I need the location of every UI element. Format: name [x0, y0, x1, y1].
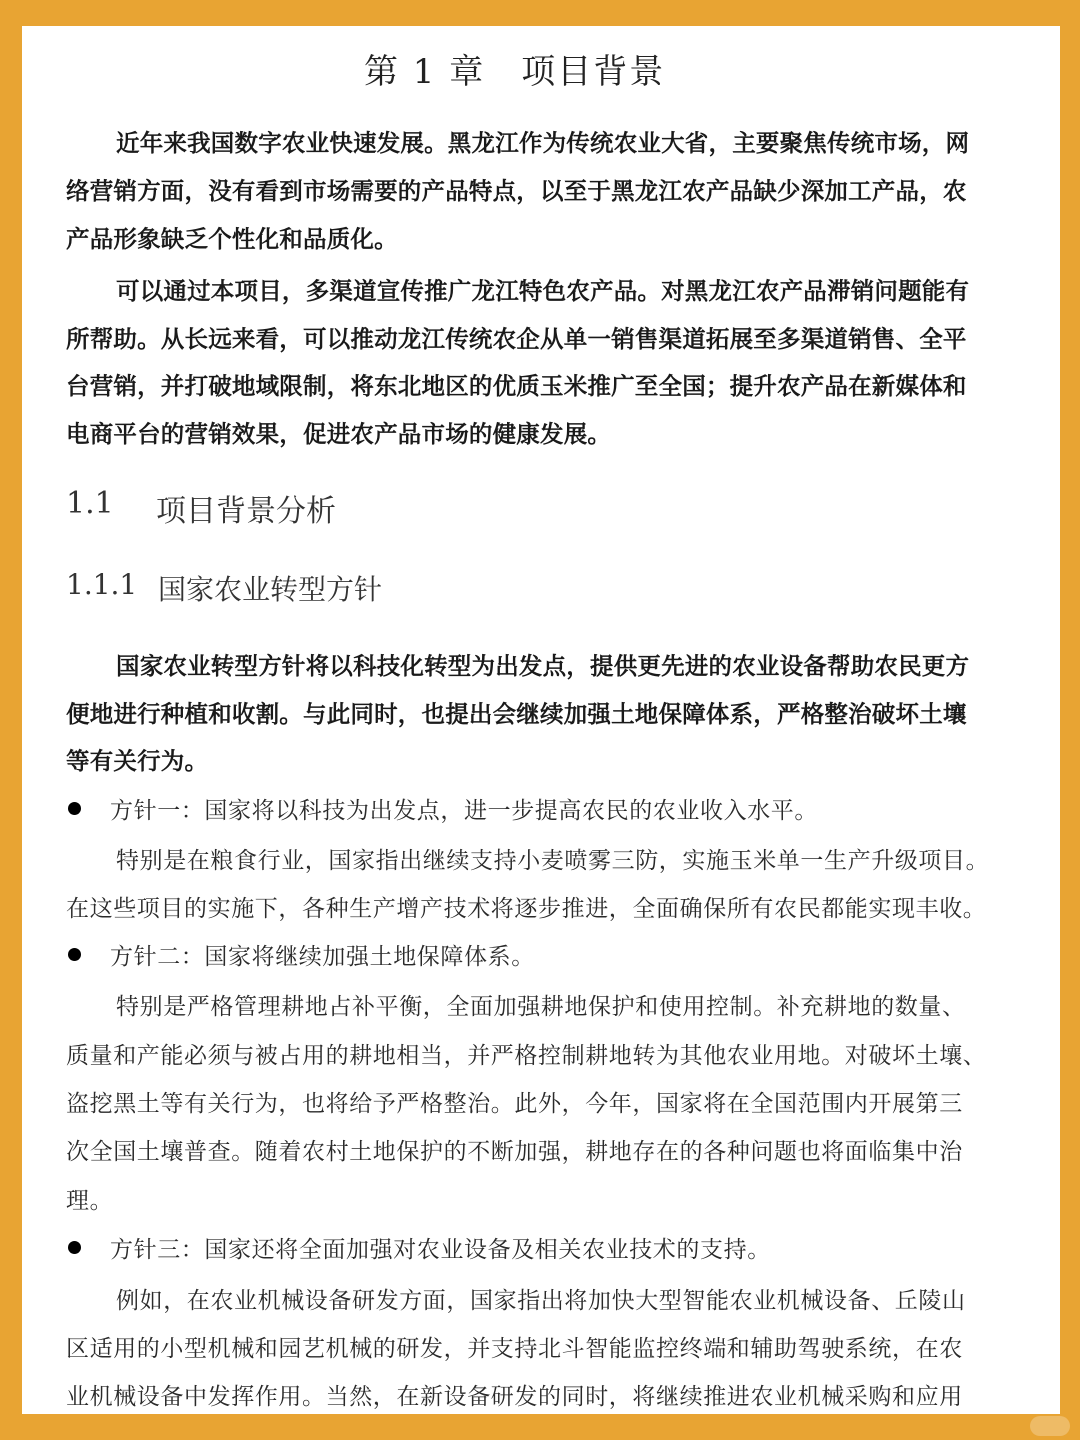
- policy-2-body-line-3: 盗挖黑土等有关行为，也将给予严格整治。此外，今年，国家将在全国范围内开展第三: [66, 1091, 963, 1117]
- policy-2-body-line-5: 理。: [66, 1188, 114, 1214]
- section-1-1-number: 1.1: [66, 486, 114, 521]
- section-1-1-1-number: 1.1.1: [66, 568, 138, 601]
- policy-intro-line-3: 等有关行为。: [66, 747, 209, 775]
- intro-p1-line-1: 近年来我国数字农业快速发展。黑龙江作为传统农业大省，主要聚焦传统市场，网: [116, 129, 970, 157]
- bullet-icon: [68, 948, 81, 961]
- policy-intro-line-2: 便地进行种植和收割。与此同时，也提出会继续加强土地保障体系，严格整治破坏土壤: [66, 700, 967, 728]
- section-1-1-title: 项目背景分析: [156, 494, 336, 529]
- policy-3-body-line-1: 例如，在农业机械设备研发方面，国家指出将加快大型智能农业机械设备、丘陵山: [116, 1288, 966, 1314]
- policy-1-body-line-2: 在这些项目的实施下，各种生产增产技术将逐步推进，全面确保所有农民都能实现丰收。: [66, 896, 987, 922]
- watermark-badge: [1030, 1416, 1070, 1436]
- policy-2-title: 方针二：国家将继续加强土地保障体系。: [110, 944, 535, 970]
- policy-2-body-line-2: 质量和产能必须与被占用的耕地相当，并严格控制耕地转为其他农业用地。对破坏土壤、: [66, 1043, 987, 1069]
- bullet-icon: [68, 802, 81, 815]
- policy-2-body-line-1: 特别是严格管理耕地占补平衡，全面加强耕地保护和使用控制。补充耕地的数量、: [116, 994, 966, 1020]
- intro-p2-line-4: 电商平台的营销效果，促进农产品市场的健康发展。: [66, 420, 612, 448]
- document-page: [22, 26, 1060, 1414]
- intro-p1-line-3: 产品形象缺乏个性化和品质化。: [66, 225, 398, 253]
- intro-p1-line-2: 络营销方面，没有看到市场需要的产品特点，以至于黑龙江农产品缺少深加工产品，农: [66, 177, 967, 205]
- intro-p2-line-1: 可以通过本项目，多渠道宣传推广龙江特色农产品。对黑龙江农产品滞销问题能有: [116, 277, 970, 305]
- bullet-icon: [68, 1241, 81, 1254]
- intro-p2-line-3: 台营销，并打破地域限制，将东北地区的优质玉米推广至全国；提升农产品在新媒体和: [66, 372, 967, 400]
- policy-3-title: 方针三：国家还将全面加强对农业设备及相关农业技术的支持。: [110, 1237, 771, 1263]
- policy-intro-line-1: 国家农业转型方针将以科技化转型为出发点，提供更先进的农业设备帮助农民更方: [116, 652, 970, 680]
- policy-3-body-line-3: 业机械设备中发挥作用。当然，在新设备研发的同时，将继续推进农业机械采购和应用: [66, 1384, 963, 1410]
- policy-1-body-line-1: 特别是在粮食行业，国家指出继续支持小麦喷雾三防，实施玉米单一生产升级项目。: [116, 848, 990, 874]
- intro-p2-line-2: 所帮助。从长远来看，可以推动龙江传统农企从单一销售渠道拓展至多渠道销售、全平: [66, 325, 967, 353]
- policy-1-title: 方针一：国家将以科技为出发点，进一步提高农民的农业收入水平。: [110, 798, 818, 824]
- policy-3-body-line-2: 区适用的小型机械和园艺机械的研发，并支持北斗智能监控终端和辅助驾驶系统，在农: [66, 1336, 963, 1362]
- chapter-title: 第 1 章 项目背景: [364, 52, 666, 92]
- policy-2-body-line-4: 次全国土壤普查。随着农村土地保护的不断加强，耕地存在的各种问题也将面临集中治: [66, 1139, 963, 1165]
- section-1-1-1-title: 国家农业转型方针: [158, 573, 383, 606]
